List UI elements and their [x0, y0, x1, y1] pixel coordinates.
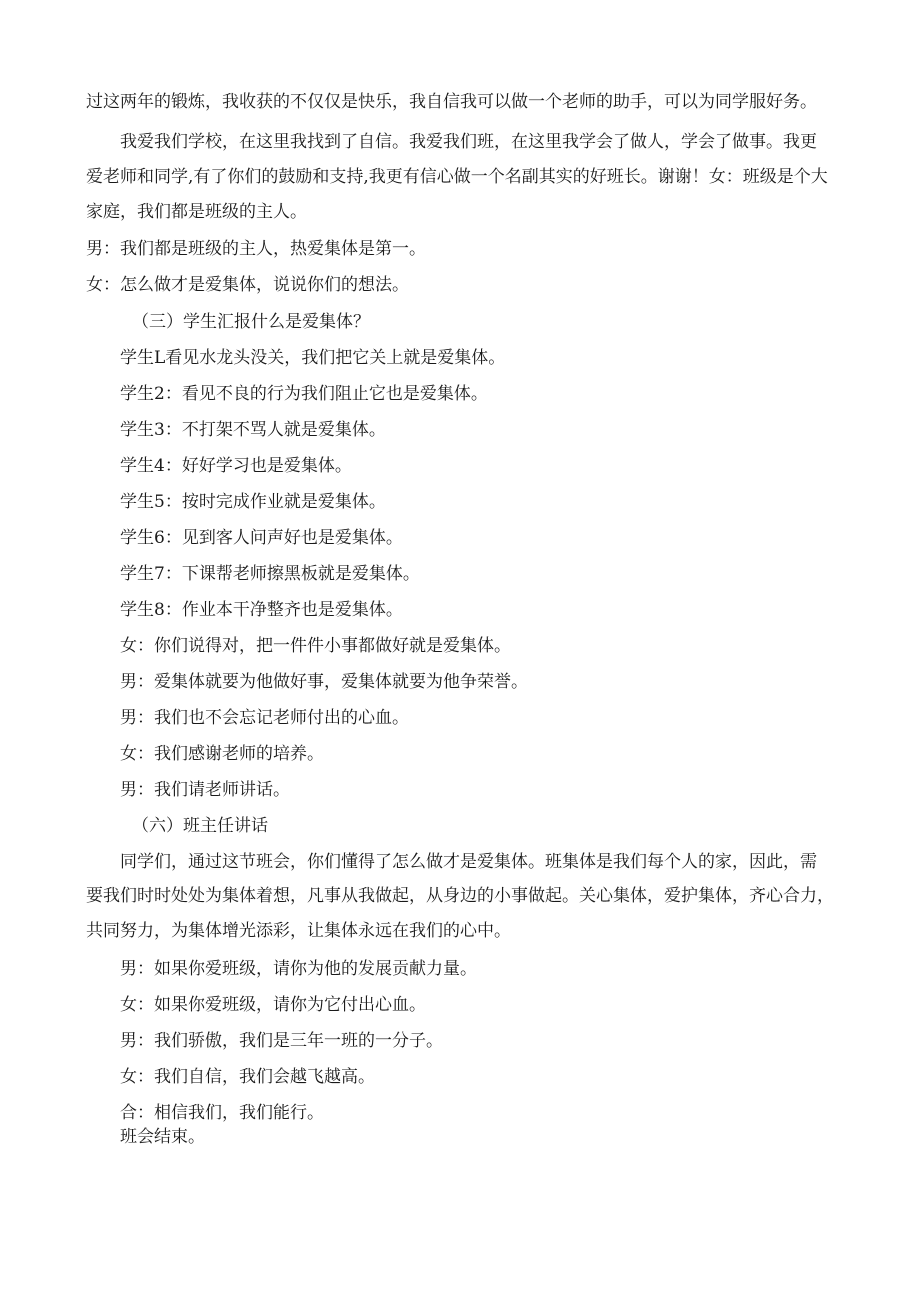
dialogue-line: 男：我们骄傲，我们是三年一班的一分子。 [120, 1031, 443, 1051]
dialogue-line: 学生5：按时完成作业就是爱集体。 [120, 492, 386, 512]
dialogue-line: 女：我们感谢老师的培养。 [120, 744, 324, 764]
section-heading: （三）学生汇报什么是爱集体？ [132, 312, 370, 332]
dialogue-line: 男：我们请老师讲话。 [120, 780, 290, 800]
dialogue-line: 女：我们自信，我们会越飞越高。 [120, 1067, 375, 1087]
dialogue-line: 学生4：好好学习也是爱集体。 [120, 456, 352, 476]
section-heading: （六）班主任讲话 [132, 816, 268, 836]
dialogue-line: 学生6：见到客人问声好也是爱集体。 [120, 528, 403, 548]
dialogue-line: 学生3：不打架不骂人就是爱集体。 [120, 420, 386, 440]
paragraph-line: 爱老师和同学,有了你们的鼓励和支持,我更有信心做一个名副其实的好班长。谢谢！女：班级是个大 [86, 167, 828, 187]
paragraph-line: 家庭，我们都是班级的主人。 [86, 202, 307, 222]
paragraph-line: 共同努力，为集体增光添彩，让集体永远在我们的心中。 [86, 921, 511, 941]
dialogue-line: 学生8：作业本干净整齐也是爱集体。 [120, 600, 403, 620]
closing-line: 班会结束。 [120, 1127, 205, 1147]
dialogue-line: 女：你们说得对，把一件件小事都做好就是爱集体。 [120, 636, 511, 656]
dialogue-line: 合：相信我们，我们能行。 [120, 1103, 324, 1123]
dialogue-line: 男：如果你爱班级，请你为他的发展贡献力量。 [120, 959, 477, 979]
dialogue-line: 学生2：看见不良的行为我们阻止它也是爱集体。 [120, 384, 488, 404]
dialogue-line: 男：我们也不会忘记老师付出的心血。 [120, 708, 409, 728]
dialogue-line: 男：爱集体就要为他做好事，爱集体就要为他争荣誉。 [120, 672, 528, 692]
paragraph-line: 同学们，通过这节班会，你们懂得了怎么做才是爱集体。班集体是我们每个人的家，因此，需 [120, 852, 817, 872]
dialogue-line: 男：我们都是班级的主人，热爱集体是第一。 [86, 239, 426, 259]
paragraph-line: 过这两年的锻炼，我收获的不仅仅是快乐，我自信我可以做一个老师的助手，可以为同学服好务。 [86, 92, 817, 112]
paragraph-line: 要我们时时处处为集体着想，凡事从我做起，从身边的小事做起。关心集体，爱护集体，齐心合力， [86, 886, 834, 906]
dialogue-line: 学生L看见水龙头没关，我们把它关上就是爱集体。 [120, 348, 506, 368]
paragraph-line: 我爱我们学校，在这里我找到了自信。我爱我们班，在这里我学会了做人，学会了做事。我更 [120, 132, 817, 152]
dialogue-line: 女：怎么做才是爱集体，说说你们的想法。 [86, 275, 409, 295]
dialogue-line: 女：如果你爱班级，请你为它付出心血。 [120, 995, 426, 1015]
dialogue-line: 学生7：下课帮老师擦黑板就是爱集体。 [120, 564, 420, 584]
